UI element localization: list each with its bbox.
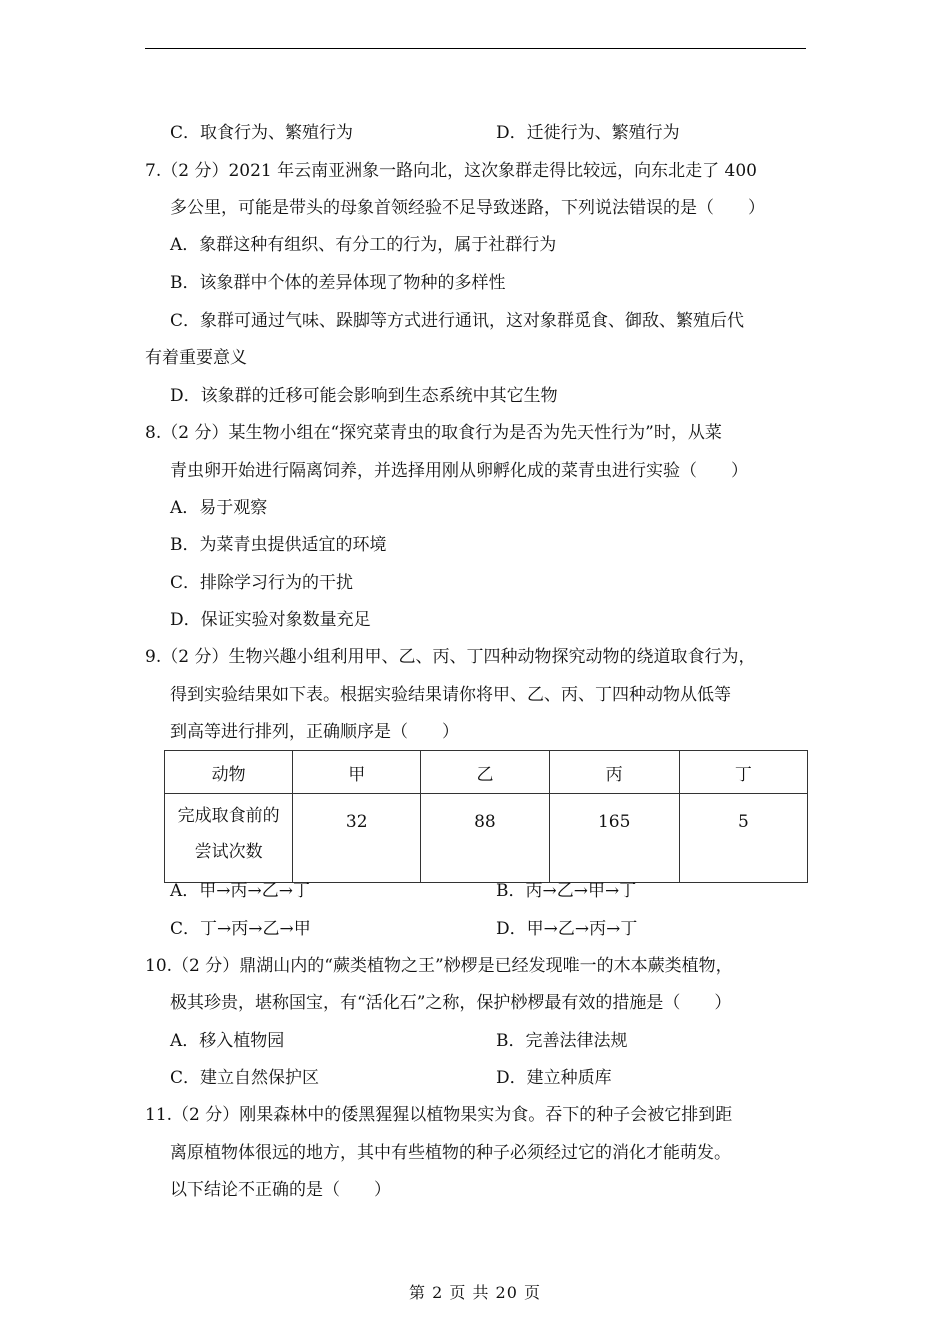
q8-option-c: C．排除学习行为的干扰 [170, 573, 354, 593]
table-header-cell: 甲 [293, 751, 421, 794]
q7-option-d: D．该象群的迁移可能会影响到生态系统中其它生物 [170, 386, 558, 406]
q10-option-b: B．完善法律法规 [496, 1031, 628, 1051]
page-footer: 第 2 页 共 20 页 [409, 1283, 541, 1302]
q9-option-a: A．甲→丙→乙→丁 [170, 881, 311, 901]
q8-stem-line-1: 8.（2 分）某生物小组在“探究菜青虫的取食行为是否为先天性行为”时，从菜 [145, 423, 722, 443]
table-cell: 88 [421, 794, 549, 883]
table-cell: 5 [679, 794, 807, 883]
table-row [165, 794, 808, 883]
q8-option-a: A．易于观察 [170, 498, 268, 518]
q11-stem-line-1: 11.（2 分）刚果森林中的倭黑猩猩以植物果实为食。吞下的种子会被它排到距 [145, 1105, 733, 1125]
q9-option-d: D．甲→乙→丙→丁 [496, 919, 638, 939]
q7-option-c-continued: 有着重要意义 [145, 348, 247, 368]
table-header-cell: 动物 [165, 751, 293, 794]
table-header-cell: 丁 [679, 751, 807, 794]
q8-stem-line-2: 青虫卵开始进行隔离饲养，并选择用刚从卵孵化成的菜青虫进行实验（ ） [170, 461, 748, 481]
q9-stem-line-3: 到高等进行排列，正确顺序是（ ） [170, 722, 459, 742]
q9-option-c: C．丁→丙→乙→甲 [170, 919, 311, 939]
table-header-row [165, 751, 808, 794]
q11-stem-line-3: 以下结论不正确的是（ ） [170, 1180, 391, 1200]
q10-stem-line-1: 10.（2 分）鼎湖山内的“蕨类植物之王”桫椤是已经发现唯一的木本蕨类植物， [145, 956, 733, 976]
q7-option-a: A．象群这种有组织、有分工的行为，属于社群行为 [170, 235, 557, 255]
q11-stem-line-2: 离原植物体很远的地方，其中有些植物的种子必须经过它的消化才能萌发。 [170, 1143, 731, 1163]
q7-stem-line-1: 7.（2 分）2021 年云南亚洲象一路向北，这次象群走得比较远，向东北走了 400 [145, 161, 757, 181]
header-rule [145, 48, 806, 49]
row-label-line-2: 尝试次数 [194, 842, 263, 862]
q7-option-b: B．该象群中个体的差异体现了物种的多样性 [170, 273, 506, 293]
table-cell: 165 [549, 794, 679, 883]
q10-option-c: C．建立自然保护区 [170, 1068, 320, 1088]
table-cell: 32 [293, 794, 421, 883]
q6-option-d: D．迁徙行为、繁殖行为 [496, 123, 680, 143]
q8-option-d: D．保证实验对象数量充足 [170, 610, 371, 630]
q9-stem-line-2: 得到实验结果如下表。根据实验结果请你将甲、乙、丙、丁四种动物从低等 [170, 685, 731, 705]
table-header-cell: 乙 [421, 751, 549, 794]
q7-stem-line-2: 多公里，可能是带头的母象首领经验不足导致迷路，下列说法错误的是（ ） [170, 198, 765, 218]
table-row-label [165, 794, 293, 883]
row-label-line-1: 完成取食前的 [177, 806, 280, 826]
q10-stem-line-2: 极其珍贵，堪称国宝，有“活化石”之称，保护桫椤最有效的措施是（ ） [170, 993, 732, 1013]
table-header-cell: 丙 [549, 751, 679, 794]
q7-option-c: C．象群可通过气味、跺脚等方式进行通讯，这对象群觅食、御敌、繁殖后代 [170, 311, 745, 331]
q10-option-d: D．建立种质库 [496, 1068, 612, 1088]
q9-stem-line-1: 9.（2 分）生物兴趣小组利用甲、乙、丙、丁四种动物探究动物的绕道取食行为， [145, 647, 756, 667]
q9-option-b: B．丙→乙→甲→丁 [496, 881, 637, 901]
q9-results-table [164, 750, 808, 883]
q8-option-b: B．为菜青虫提供适宜的环境 [170, 535, 387, 555]
q6-option-c: C．取食行为、繁殖行为 [170, 123, 354, 143]
q10-option-a: A．移入植物园 [170, 1031, 285, 1051]
